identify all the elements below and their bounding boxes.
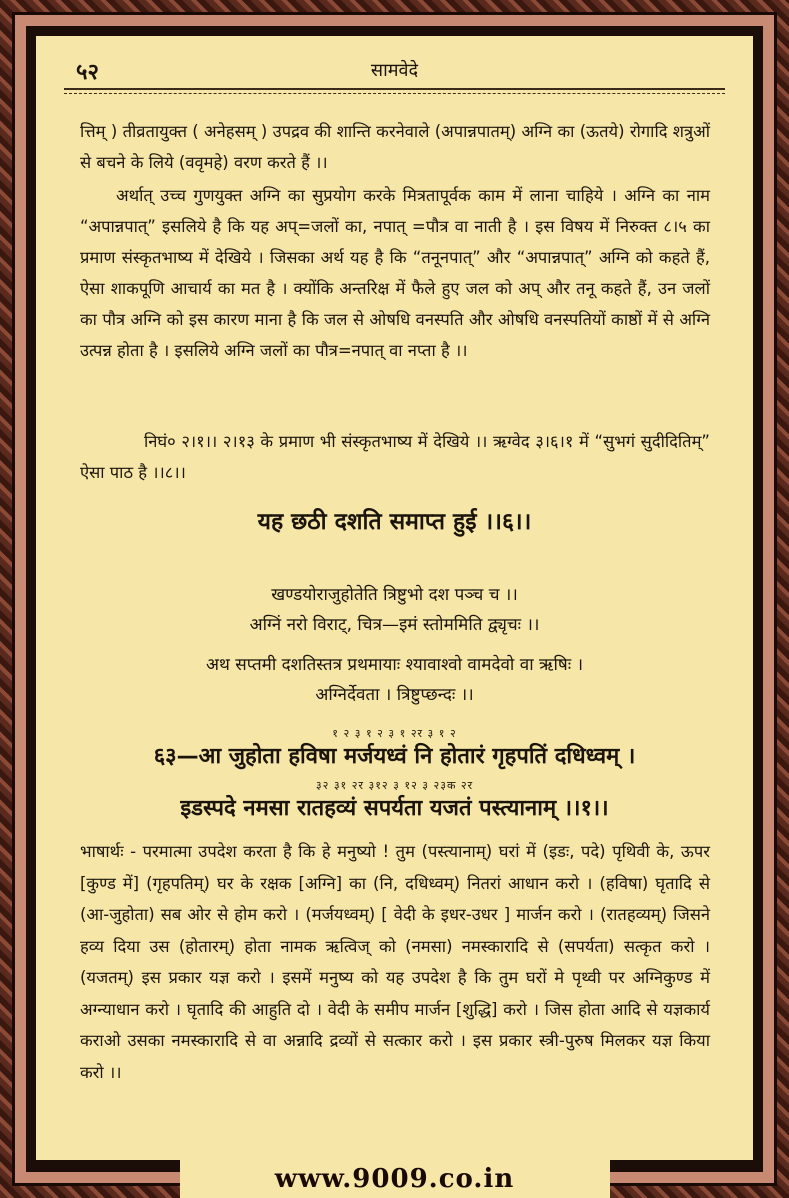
mantra-line-1: ६३—आ जुहोता हविषा मर्जयध्वं नि होतारं गृहपतिं दधिध्वम् । xyxy=(153,744,636,769)
paragraph-1: त्तिम् ) तीव्रतायुक्त ( अनेहसम् ) उपद्रव की शान्ति करनेवाले (अपान्नपातम्) अग्नि का (ऊतये) रोगादि शत्रुओं से बचने के लिये (ववृमहे) वरण करते हैं ।। xyxy=(80,122,710,172)
verse-line-1: खण्डयोराजुहोतेति त्रिष्टुभो दश पञ्च च ।। xyxy=(271,585,518,605)
accent-marks-1: १ २ ३ १ २ ३ १ २र ३ १ २ xyxy=(332,727,457,740)
paragraph-3: निघं० २।१।। २।१३ के प्रमाण भी संस्कृतभाष्य में देखिये ।। ऋग्वेद ३।६।१ में “सुभगं सुदीदितिम्” ऐसा पाठ है ।।८।। xyxy=(80,432,710,482)
page-title: सामवेदे xyxy=(370,60,419,81)
section-heading: यह छठी दशति समाप्त हुई ।।६।। xyxy=(257,509,532,535)
accent-marks-2: ३२ ३१ २र ३१२ ३ १२ ३ २३क २र xyxy=(315,779,474,792)
intro-line-1: अथ सप्तमी दशतिस्तत्र प्रथमायाः श्यावाश्वो वामदेवो वा ऋषिः । xyxy=(205,655,584,675)
page-header xyxy=(76,52,713,86)
header-rule xyxy=(64,88,725,100)
page-number: ५२ xyxy=(76,60,99,85)
bhashya-paragraph: भाषार्थः - परमात्मा उपदेश करता है कि हे मनुष्यो ! तुम (पस्त्यानाम्) घरां में (इडः, पदे) पृथिवी के, ऊपर [कुण्ड में] (गृहपतिम्) घर के रक्षक [अग्नि] का (नि, दधिध्वम्) नितरां आधान करो । (हविषा) घृतादि से (आ-जुहोता) सब ओर से होम करो । (मर्जयध्वम्) [ वेदी के इधर-उधर ] मार्जन करो । (रातहव्यम्) जिसने हव्य दिया उस (होतारम्) होता नामक ऋत्विज् को (नमसा) नमस्कारादि से (सपर्यता) सत्कृत करो । (यजतम्) इस प्रकार यज्ञ करो । इसमें मनुष्य को यह उपदेश है कि तुम घरों मे पृथ्वी पर अग्निकुण्ड में अग्न्याधान करो । घृतादि की आहुति दो । वेदी के समीप मार्जन [शुद्धि] करो । जिस होता आदि से यज्ञकार्य कराओ उसका नमस्कारादि से वा अन्नादि द्रव्यों से सत्कार करो । इस प्रकार स्त्री-पुरुष मिलकर यज्ञ किया करो ।। xyxy=(80,842,710,1082)
mantra-line-2: इडस्पदे नमसा रातहव्यं सपर्यता यजतं पस्त्यानाम् ।।१।। xyxy=(180,796,609,821)
intro-line-2: अग्निर्देवता । त्रिष्टुप्छन्दः ।। xyxy=(315,685,474,705)
paragraph-2: अर्थात् उच्च गुणयुक्त अग्नि का सुप्रयोग करके मित्रतापूर्वक काम में लाना चाहिये । अग्नि का नाम “अपान्नपात्” इसलिये है कि यह अप्=जलों का, नपात् =पौत्र वा नाती है । इस विषय में निरुक्त ८।५ का प्रमाण संस्कृतभाष्य में देखिये । जिसका अर्थ यह है कि “तनूनपात्” और “अपान्नपात्” अग्नि को कहते हैं, ऐसा शाकपूणि आचार्य का मत है । क्योंकि अन्तरिक्ष में फैले हुए जल को अप् और तनू कहते हैं, उन जलों का पौत्र अग्नि को इस कारण माना है कि जल से ओषधि वनस्पति और ओषधि वनस्पतियों काष्ठों में से अग्नि उत्पन्न होता है । इसलिये अग्नि जलों का पौत्र=नपात् वा नप्ता है ।। xyxy=(80,186,710,360)
footer-url: www.9009.co.in xyxy=(274,1164,515,1194)
page xyxy=(36,36,753,1160)
verse-line-2: अग्निं नरो विराट्, चित्र—इमं स्तोममिति द्व्यृचः ।। xyxy=(249,615,540,635)
